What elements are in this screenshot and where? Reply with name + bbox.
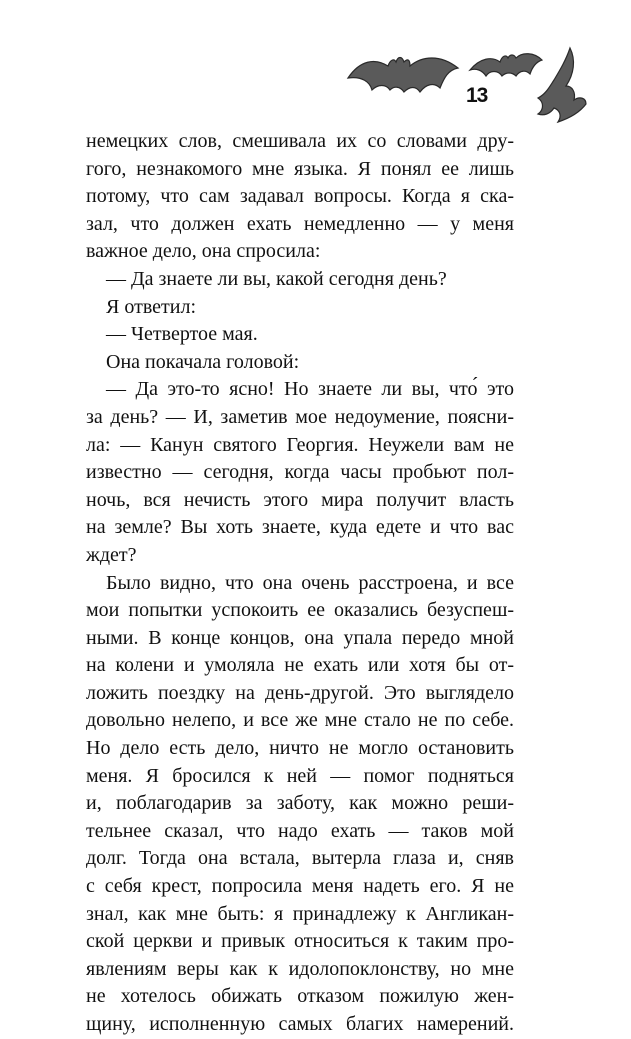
body-text (86, 128, 514, 1039)
text-line: на земле? Вы хоть знаете, куда едете и что вас (86, 516, 514, 539)
text-line: ждет? (86, 543, 137, 566)
bats-decoration-icon (340, 30, 600, 130)
text-line: ла: — Канун святого Георгия. Неужели вам не (86, 433, 514, 456)
text-line: немецких слов, смешивала их со словами дру- (86, 130, 514, 152)
bat-right-icon (470, 54, 542, 76)
text-line: известно — сегодня, когда часы пробьют пол- (86, 461, 514, 484)
text-line: — Четвертое мая. (106, 323, 258, 346)
text-line: ночь, вся нечисть этого мира получит власть (86, 488, 514, 511)
text-line: долг. Тогда она встала, вытерла глаза и, сняв (86, 847, 514, 870)
text-line: — Да знаете ли вы, какой сегодня день? (106, 267, 447, 290)
text-line: Но дело есть дело, ничто не могло остановить (86, 737, 514, 760)
text-line: ской церкви и привык относиться к таким про- (86, 930, 514, 953)
text-line: зал, что должен ехать немедленно — у меня (86, 212, 514, 235)
text-line: щину, исполненную самых благих намерений. (86, 1013, 514, 1035)
text-line: потому, что сам задавал вопросы. Когда я ска- (86, 185, 514, 208)
text-line: гого, незнакомого мне языка. Я понял ее лишь (86, 157, 514, 180)
text-line: с себя крест, попросила меня надеть его. Я не (86, 875, 514, 898)
text-line: за день? — И, заметив мое недоумение, поясни- (86, 405, 514, 428)
text-line: знал, как мне быть: я принадлежу к Англикан- (86, 902, 514, 925)
text-line: Было видно, что она очень расстроена, и все (106, 571, 514, 594)
text-line: Я ответил: (106, 295, 196, 318)
bat-left-icon (348, 58, 458, 93)
text-line: на колени и умоляла не ехать или хотя бы от- (86, 654, 514, 677)
page-header (0, 0, 631, 130)
text-line: важное дело, она спросила: (86, 240, 321, 263)
text-line: тельнее сказал, что надо ехать — таков мой (86, 819, 514, 842)
text-line: не хотелось обижать отказом пожилую жен- (86, 985, 514, 1008)
text-line: мои попытки успокоить ее оказались безуспеш- (86, 599, 514, 622)
text-line: меня. Я бросился к ней — помог подняться (86, 764, 514, 787)
bat-hanging-icon (538, 48, 586, 122)
text-line: довольно нелепо, и все же мне стало не по себе. (86, 709, 514, 732)
text-line: явлениям веры как к идолопоклонству, но мне (86, 957, 514, 980)
text-line: и, поблагодарив за заботу, как можно реши- (86, 792, 514, 815)
page-number: 13 (466, 84, 488, 107)
text-line: ложить поездку на день-другой. Это выглядело (86, 681, 514, 704)
text-line: — Да это-то ясно! Но знаете ли вы, что́ это (106, 378, 514, 401)
text-line: ными. В конце концов, она упала передо мной (86, 626, 514, 649)
text-line: Она покачала головой: (106, 350, 300, 373)
